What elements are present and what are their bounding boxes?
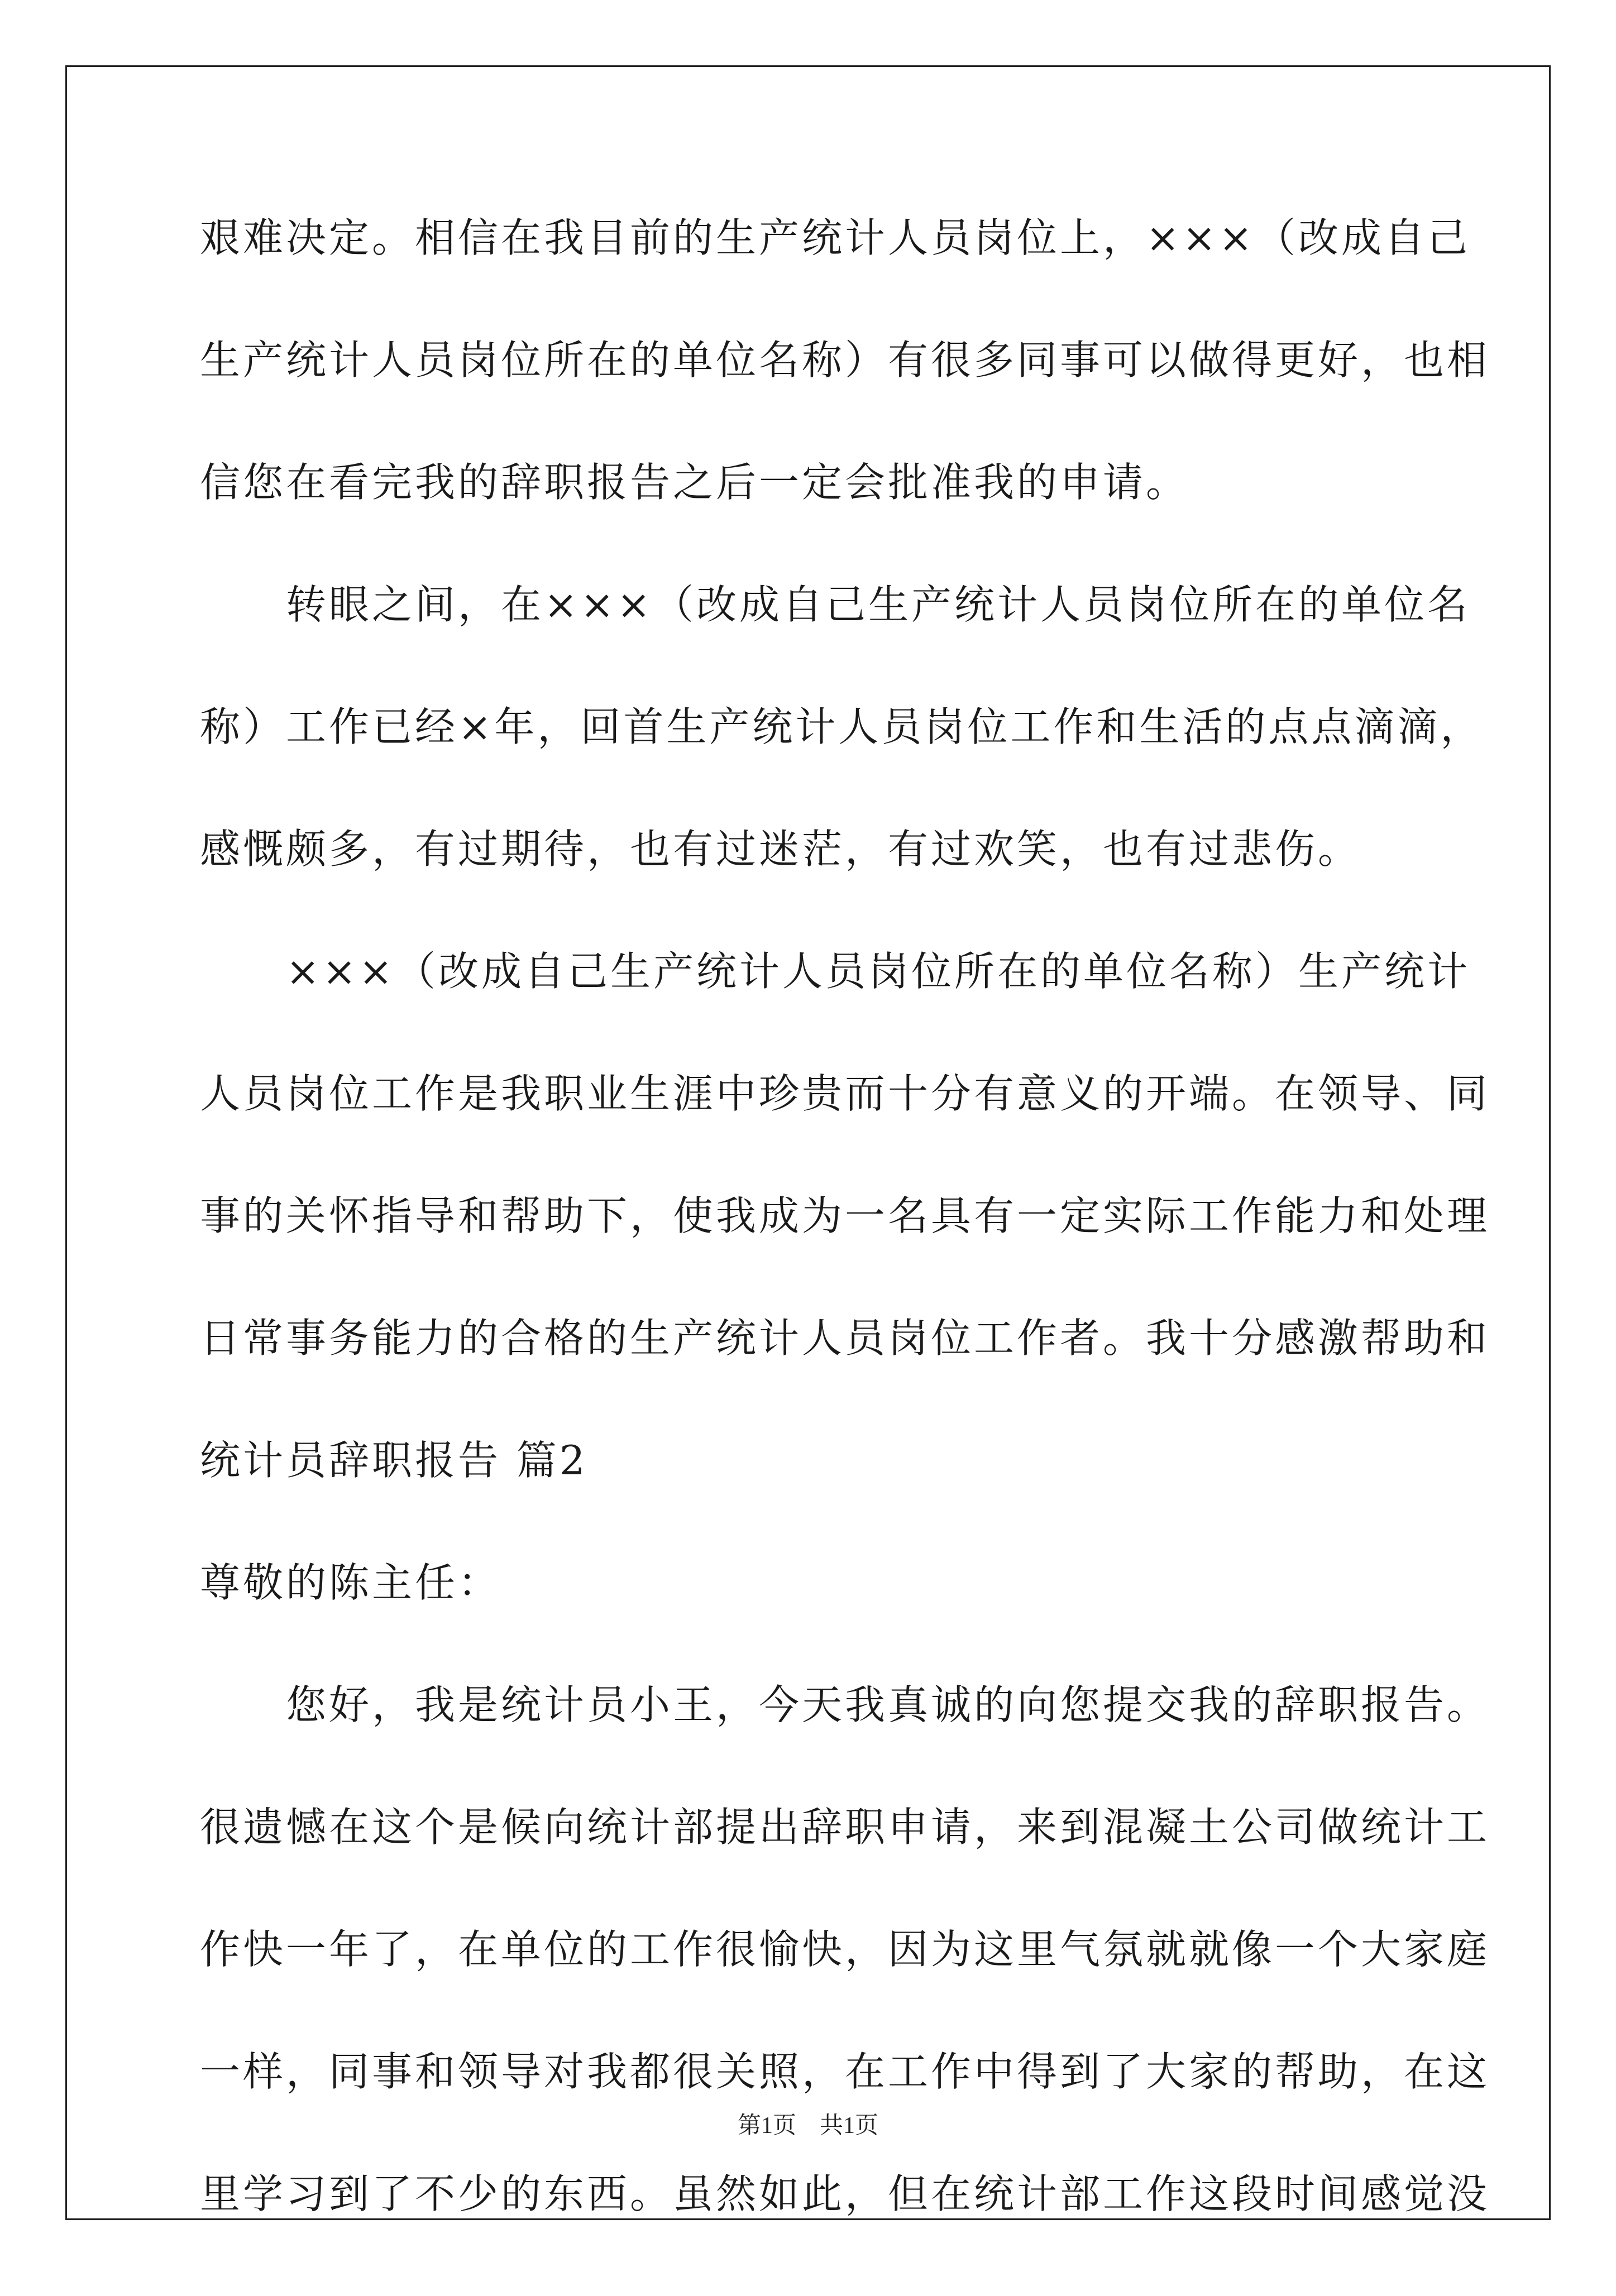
- section-heading: 统计员辞职报告 篇2: [200, 1437, 588, 1484]
- text-line: 里学习到了不少的东西。虽然如此，但在统计部工作这段时间感觉没: [200, 2170, 1490, 2217]
- salutation: 尊敬的陈主任：: [200, 1559, 501, 1606]
- text-line: 一样，同事和领导对我都很关照，在工作中得到了大家的帮助，在这: [200, 2048, 1490, 2095]
- text-line: 很遗憾在这个是候向统计部提出辞职申请，来到混凝土公司做统计工: [200, 1804, 1490, 1851]
- text-line: 转眼之间，在×××（改成自己生产统计人员岗位所在的单位名: [200, 581, 1470, 628]
- text-line: 艰难决定。相信在我目前的生产统计人员岗位上，×××（改成自己: [200, 214, 1470, 261]
- text-line: 信您在看完我的辞职报告之后一定会批准我的申请。: [200, 459, 1189, 506]
- text-line: 作快一年了，在单位的工作很愉快，因为这里气氛就就像一个大家庭: [200, 1926, 1490, 1973]
- text-line: 您好，我是统计员小王，今天我真诚的向您提交我的辞职报告。: [200, 1681, 1490, 1728]
- text-line: 感慨颇多，有过期待，也有过迷茫，有过欢笑，也有过悲伤。: [200, 826, 1361, 873]
- text-line: 人员岗位工作是我职业生涯中珍贵而十分有意义的开端。在领导、同: [200, 1070, 1490, 1117]
- text-line: 生产统计人员岗位所在的单位名称）有很多同事可以做得更好，也相: [200, 337, 1490, 384]
- text-line: 称）工作已经×年，回首生产统计人员岗位工作和生活的点点滴滴，: [200, 703, 1484, 750]
- text-line: 事的关怀指导和帮助下，使我成为一名具有一定实际工作能力和处理: [200, 1192, 1490, 1239]
- text-line: ×××（改成自己生产统计人员岗位所在的单位名称）生产统计: [200, 948, 1470, 995]
- page-number: 第1页 共1页: [737, 2113, 878, 2139]
- text-line: 日常事务能力的合格的生产统计人员岗位工作者。我十分感激帮助和: [200, 1315, 1490, 1362]
- document-body: [200, 214, 1490, 2296]
